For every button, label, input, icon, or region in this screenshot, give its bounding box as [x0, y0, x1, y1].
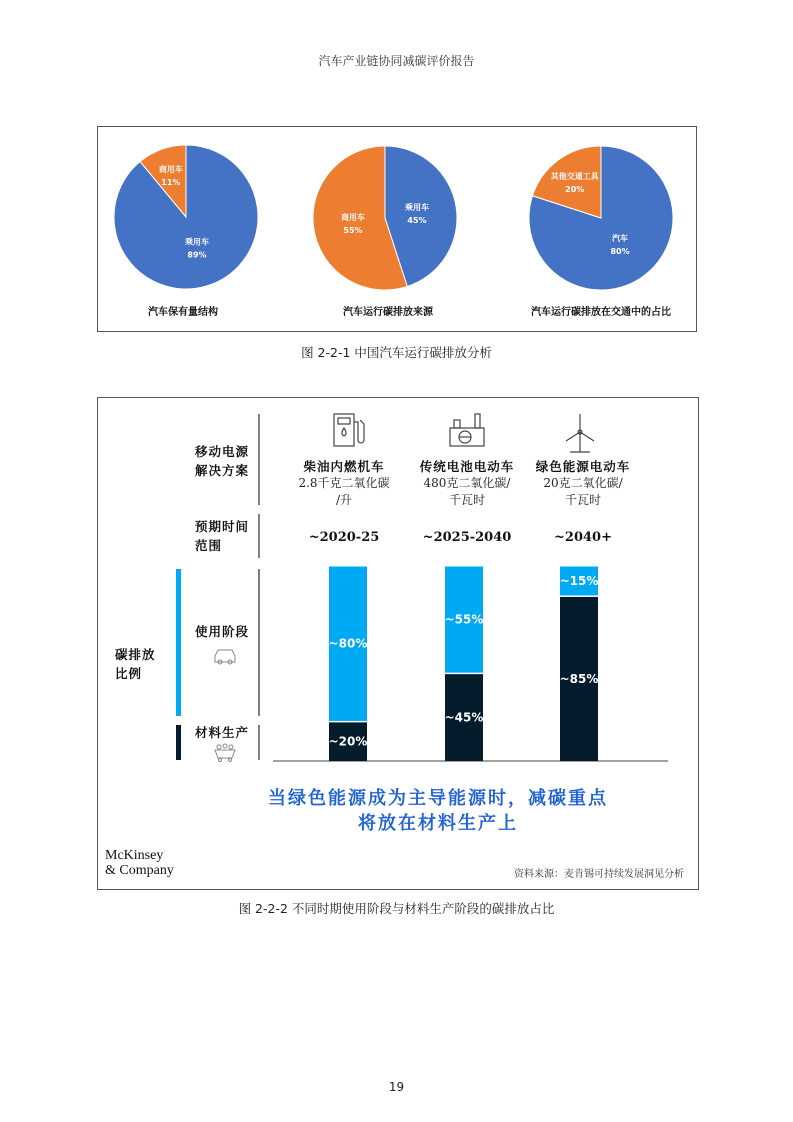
bar-material-label-1: ~20%: [328, 734, 368, 749]
pie-3-slice-1-name: 汽车: [612, 234, 629, 244]
pie-1-slice-2-name: 商用车: [158, 164, 183, 174]
row-label-use: 使用阶段: [195, 624, 250, 639]
column-head-battery-ev: 传统电池电动车 480克二氧化碳/ 千瓦时: [419, 459, 515, 507]
pie-2-slice-2-label: 55%: [343, 226, 363, 236]
column-head-diesel: 柴油内燃机车 2.8千克二氧化碳 /升: [298, 459, 390, 507]
bar-material-label-3: ~85%: [559, 671, 599, 686]
bar-use-label-3: ~15%: [559, 573, 599, 588]
wind-turbine-icon: [566, 414, 594, 452]
conclusion-text: 当绿色能源成为主导能源时，减碳重点 将放在材料生产上: [268, 788, 608, 834]
pie-2-slice-1-name: 乘用车: [405, 202, 430, 212]
pie-3-slice-2-name: 其他交通工具: [550, 171, 599, 181]
row-label-solution: 移动电源 解决方案: [195, 444, 250, 478]
figure1-caption: 图 2-2-1 中国汽车运行碳排放分析: [301, 345, 492, 360]
period-battery-ev: ~2025-2040: [422, 530, 512, 545]
running-header: 汽车产业链协同减碳评价报告: [318, 54, 475, 68]
pie-3-slice-2-label: 20%: [565, 184, 585, 194]
pie-1-slice-1-label: 89%: [187, 250, 207, 260]
stacked-bars: [329, 567, 599, 762]
period-green-ev: ~2040+: [554, 530, 612, 545]
pie-1-slice-1-name: 乘用车: [184, 237, 209, 247]
pie-title-1: 汽车保有量结构: [148, 307, 218, 318]
figure2-caption: 图 2-2-2 不同时期使用阶段与材料生产阶段的碳排放占比: [238, 901, 555, 916]
source-note: 资料来源：麦肯锡可持续发展洞见分析: [514, 869, 684, 880]
row-label-ratio: 碳排放 比例: [115, 647, 156, 681]
page-number: 19: [388, 1080, 405, 1094]
bar-use-label-2: ~55%: [444, 612, 484, 627]
mckinsey-logo: McKinsey & Company: [105, 848, 174, 878]
pie-chart-figure: [97, 126, 697, 332]
period-diesel: ~2020-25: [308, 530, 380, 545]
ore-cart-icon: [215, 744, 235, 762]
factory-icon: [450, 414, 484, 446]
pie-2-slice-2-name: 商用车: [340, 213, 365, 223]
row-label-period: 预期时间 范围: [195, 519, 250, 553]
pie-3-slice-1-label: 80%: [610, 247, 630, 257]
fuel-pump-icon: [334, 414, 364, 446]
material-stage-indicator: [176, 725, 181, 760]
pie-2-slice-1-label: 45%: [407, 215, 427, 225]
bar-use-label-1: ~80%: [328, 636, 368, 651]
use-stage-indicator: [176, 569, 181, 716]
car-icon: [215, 650, 235, 664]
pie-title-3: 汽车运行碳排放在交通中的占比: [531, 307, 671, 318]
pie-1-slice-2-label: 11%: [161, 177, 181, 187]
column-head-green-ev: 绿色能源电动车 20克二氧化碳/ 千瓦时: [535, 459, 631, 507]
bar-material-label-2: ~45%: [444, 710, 484, 725]
pie-title-2: 汽车运行碳排放来源: [343, 307, 433, 318]
row-label-material: 材料生产: [195, 725, 250, 740]
carbon-ratio-figure: [97, 397, 699, 890]
